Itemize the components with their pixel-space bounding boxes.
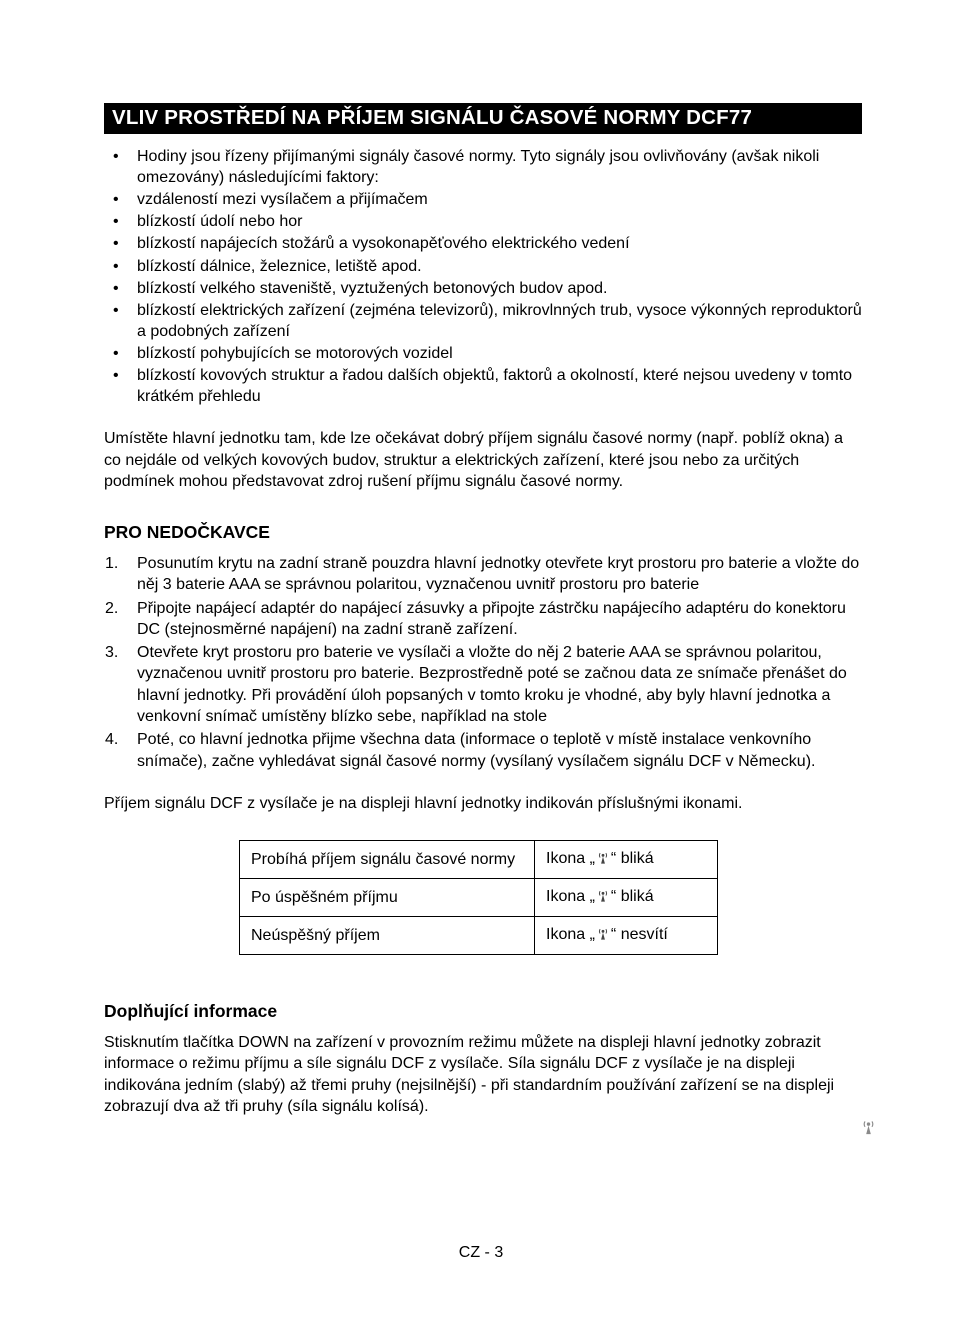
- list-item: • blízkostí elektrických zařízení (zejména televizorů), mikrovlnných trub, vysoce výkonných reproduktorů a podobných zařízení: [104, 300, 862, 342]
- antenna-icon: [596, 852, 610, 870]
- table-cell-status: Po úspěšném příjmu: [240, 879, 535, 917]
- list-item: • blízkostí velkého staveniště, vyztužených betonových budov apod.: [104, 278, 862, 299]
- table-cell-icon-state: [535, 841, 718, 879]
- dcf-paragraph: Příjem signálu DCF z vysílače je na displeji hlavní jednotky indikován příslušnými ikonami.: [104, 794, 743, 812]
- additional-paragraph: Stisknutím tlačítka DOWN na zařízení v provozním režimu můžete na displeji hlavní jednotky zobrazit informace o režimu příjmu a síle signálu DCF z vysílače. Síla signálu DCF z vysílače je na displeji indikována jedním (slabý) až třemi pruhy (nejsilnější) - při standardním používání zařízení se na displeji zobrazují dva až tři pruhy (síla signálu kolísá).: [104, 1034, 835, 1115]
- list-item: • vzdáleností mezi vysílačem a přijímačem: [104, 189, 862, 210]
- placement-paragraph: Umístěte hlavní jednotku tam, kde lze očekávat dobrý příjem signálu časové normy (např. poblíž okna) a co nejdále od velkých kovových budov, struktur a elektrických zařízení, které jsou nebo za určitých podmínek mohou představovat zdroj rušení příjmu signálu časové normy.: [104, 430, 844, 490]
- list-item: Poté, co hlavní jednotka přijme všechna data (informace o teplotě v místě instalace venkovního snímače), začne vyhledávat signál časové normy (vysílaný vysílačem signálu DCF v Německu).: [137, 731, 816, 770]
- icon-text-prefix: Ikona „: [546, 925, 595, 943]
- section-heading-impatient: PRO NEDOČKAVCE: [104, 522, 270, 543]
- list-item: • Hodiny jsou řízeny přijímanými signály časové normy. Tyto signály jsou ovlivňovány (avšak nikoli omezovány) následujícími faktory:: [104, 146, 862, 188]
- list-item: Posunutím krytu na zadní straně pouzdra hlavní jednotky otevřete kryt prostoru pro baterie a vložte do něj 3 baterie AAA se správnou polaritou, vyznačenou uvnitř prostoru pro baterie: [137, 555, 860, 594]
- section-heading-additional: Doplňující informace: [104, 1001, 278, 1022]
- page-number: CZ - 3: [458, 1244, 504, 1261]
- setup-steps-list: [104, 553, 862, 772]
- icon-text-suffix: “ nesvítí: [610, 925, 668, 943]
- list-item: Připojte napájecí adaptér do napájecí zásuvky a připojte zástrčku napájecího adaptéru do konektoru DC (stejnosměrné napájení) na zadní straně zařízení.: [137, 599, 846, 638]
- table-cell-status: Neúspěšný příjem: [240, 917, 535, 955]
- list-item: • blízkostí pohybujících se motorových vozidel: [104, 343, 862, 364]
- table-cell-icon-state: [535, 879, 718, 917]
- icon-text-prefix: Ikona „: [546, 849, 595, 867]
- table-row: [240, 917, 718, 955]
- table-cell-status: Probíhá příjem signálu časové normy: [240, 841, 535, 879]
- icon-text-suffix: “ bliká: [610, 887, 654, 905]
- icon-text-prefix: Ikona „: [546, 887, 595, 905]
- antenna-icon: [596, 928, 610, 946]
- signal-status-table: [239, 840, 718, 955]
- table-cell-icon-state: [535, 917, 718, 955]
- page-title: VLIV PROSTŘEDÍ NA PŘÍJEM SIGNÁLU ČASOVÉ NORMY DCF77: [104, 103, 862, 134]
- list-item: • blízkostí údolí nebo hor: [104, 211, 862, 232]
- table-row: [240, 841, 718, 879]
- list-item: Otevřete kryt prostoru pro baterie ve vysílači a vložte do něj 2 baterie AAA se správnou polaritou, vyznačenou uvnitř prostoru pro baterie. Bezprostředně poté se začnou data ze snímače přenášet do hlavní jednotky. Při provádění úloh popsaných v tomto kroku je vhodné, aby byly hlavní jednotka a venkovní snímač umístěny blízko sebe, například na stole: [137, 644, 847, 725]
- antenna-icon: [596, 890, 610, 908]
- antenna-icon: [860, 1120, 877, 1141]
- page-content: [104, 103, 862, 1117]
- table-row: [240, 879, 718, 917]
- environment-factors-list: [104, 146, 862, 407]
- list-item: • blízkostí dálnice, železnice, letiště apod.: [104, 256, 862, 277]
- list-item: • blízkostí kovových struktur a řadou dalších objektů, faktorů a okolností, které nejsou uvedeny v tomto krátkém přehledu: [104, 365, 862, 407]
- icon-text-suffix: “ bliká: [610, 849, 654, 867]
- list-item: • blízkostí napájecích stožárů a vysokonapěťového elektrického vedení: [104, 233, 862, 254]
